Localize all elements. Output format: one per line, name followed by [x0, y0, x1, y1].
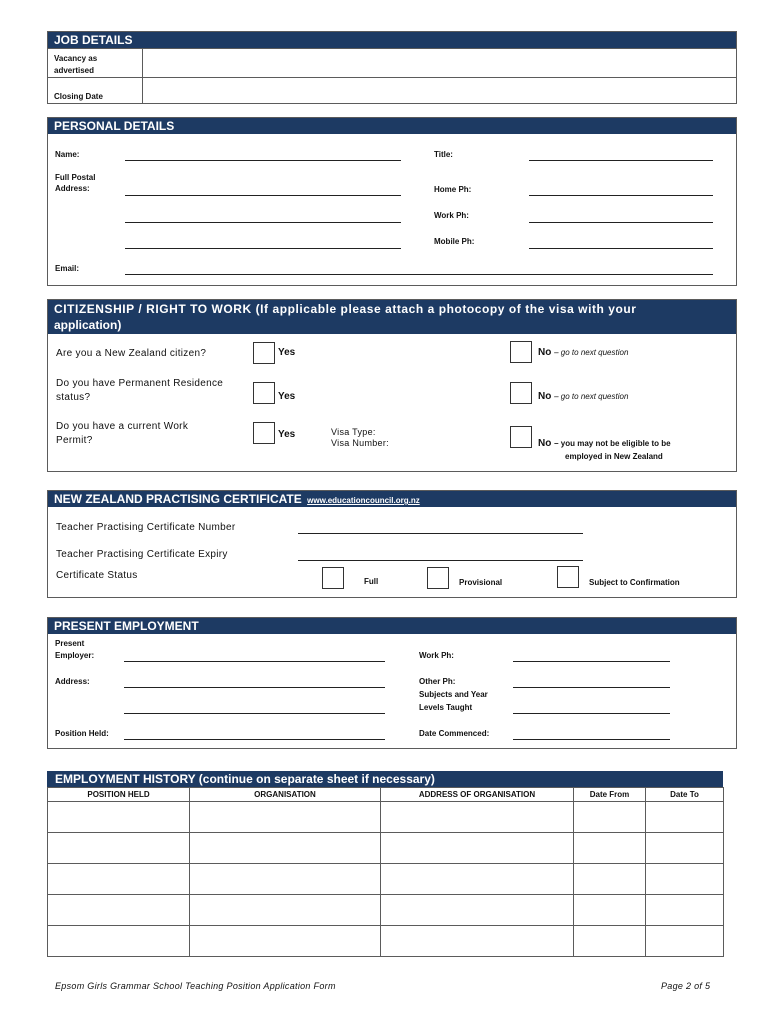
personal-details-section	[47, 117, 737, 286]
table-cell[interactable]	[574, 802, 646, 833]
vacancy-label: Vacancy as	[54, 54, 98, 63]
address-field-1[interactable]	[124, 687, 385, 688]
table-cell[interactable]	[381, 802, 574, 833]
position-held-field[interactable]	[124, 739, 385, 740]
work-ph-field[interactable]	[513, 661, 670, 662]
column-header: ADDRESS OF ORGANISATION	[381, 788, 574, 802]
employment-history-title: EMPLOYMENT HISTORY (continue on separate sheet if necessary)	[55, 772, 435, 786]
email-label: Email:	[55, 264, 80, 273]
citizenship-header	[48, 300, 736, 334]
mobile-ph-label: Mobile Ph:	[434, 237, 475, 246]
visa-number-label: Visa Number:	[331, 438, 389, 448]
no-text: No	[538, 391, 552, 402]
no-label	[538, 391, 628, 402]
table-cell[interactable]	[190, 895, 381, 926]
address-label-2: Address:	[55, 184, 90, 193]
table-cell[interactable]	[48, 802, 190, 833]
certificate-number-label: Teacher Practising Certificate Number	[56, 522, 236, 533]
full-label: Full	[364, 577, 379, 586]
table-cell[interactable]	[48, 864, 190, 895]
table-cell[interactable]	[381, 926, 574, 957]
certificate-header	[48, 491, 736, 507]
column-header: ORGANISATION	[190, 788, 381, 802]
job-details-section	[47, 31, 737, 104]
table-cell[interactable]	[381, 833, 574, 864]
work-permit-question-2: Permit?	[56, 435, 93, 446]
table-row	[48, 895, 724, 926]
address-field-1[interactable]	[125, 195, 401, 196]
date-commenced-field[interactable]	[513, 739, 670, 740]
nz-citizen-no-checkbox[interactable]	[510, 341, 532, 363]
date-commenced-label: Date Commenced:	[419, 729, 490, 738]
table-cell[interactable]	[646, 833, 724, 864]
visa-type-label: Visa Type:	[331, 427, 376, 437]
go-next-note: – go to next question	[554, 348, 629, 357]
table-cell[interactable]	[190, 802, 381, 833]
provisional-label: Provisional	[459, 578, 503, 587]
table-cell[interactable]	[190, 864, 381, 895]
permanent-residence-question: Do you have Permanent Residence	[56, 378, 224, 389]
yes-label: Yes	[278, 429, 296, 440]
permanent-residence-question-2: status?	[56, 392, 91, 403]
certificate-section	[47, 490, 737, 598]
citizenship-title: CITIZENSHIP / RIGHT TO WORK (If applicable please attach a photocopy of the visa with your	[54, 302, 637, 316]
employment-history-table	[47, 787, 724, 957]
not-eligible-note-2: employed in New Zealand	[565, 452, 663, 461]
table-cell[interactable]	[190, 833, 381, 864]
certificate-status-label: Certificate Status	[56, 570, 138, 581]
title-field[interactable]	[529, 160, 713, 161]
education-council-link[interactable]: www.educationcouncil.org.nz	[307, 496, 420, 505]
column-header: POSITION HELD	[48, 788, 190, 802]
column-header: Date From	[574, 788, 646, 802]
pr-yes-checkbox[interactable]	[253, 382, 275, 404]
table-cell[interactable]	[574, 833, 646, 864]
table-cell[interactable]	[381, 895, 574, 926]
no-text: No	[538, 438, 552, 449]
closing-date-label: Closing Date	[54, 92, 103, 101]
table-cell[interactable]	[574, 926, 646, 957]
work-permit-no-checkbox[interactable]	[510, 426, 532, 448]
no-text: No	[538, 347, 552, 358]
home-ph-label: Home Ph:	[434, 185, 472, 194]
not-eligible-note: – you may not be eligible to be	[554, 439, 671, 448]
table-cell[interactable]	[48, 926, 190, 957]
yes-label: Yes	[278, 347, 296, 358]
certificate-number-field[interactable]	[298, 533, 583, 534]
work-permit-question: Do you have a current Work	[56, 421, 189, 432]
job-details-header: JOB DETAILS	[48, 32, 736, 48]
other-ph-field[interactable]	[513, 687, 670, 688]
table-cell[interactable]	[190, 926, 381, 957]
home-ph-field[interactable]	[529, 195, 713, 196]
certificate-title: NEW ZEALAND PRACTISING CERTIFICATE	[54, 492, 302, 506]
no-label	[538, 347, 628, 358]
nz-citizen-yes-checkbox[interactable]	[253, 342, 275, 364]
subject-to-confirmation-label: Subject to Confirmation	[589, 578, 680, 587]
table-cell[interactable]	[646, 802, 724, 833]
work-ph-label: Work Ph:	[434, 211, 469, 220]
present-employment-section	[47, 617, 737, 749]
closing-date-field[interactable]	[144, 78, 736, 103]
address-field-3[interactable]	[125, 248, 401, 249]
go-next-note: – go to next question	[554, 392, 629, 401]
certificate-expiry-field[interactable]	[298, 560, 583, 561]
name-field[interactable]	[125, 160, 401, 161]
title-label: Title:	[434, 150, 453, 159]
citizenship-title-2: application)	[54, 318, 122, 332]
vacancy-field[interactable]	[144, 49, 736, 76]
work-ph-label: Work Ph:	[419, 651, 454, 660]
position-held-label: Position Held:	[55, 729, 109, 738]
address-field-2[interactable]	[125, 222, 401, 223]
footer-page-number: Page 2 of 5	[661, 981, 711, 991]
table-header-row	[48, 788, 724, 802]
full-checkbox[interactable]	[322, 567, 344, 589]
table-cell[interactable]	[646, 926, 724, 957]
address-label: Full Postal	[55, 173, 96, 182]
personal-details-header: PERSONAL DETAILS	[48, 118, 736, 134]
table-cell[interactable]	[381, 864, 574, 895]
employer-field[interactable]	[124, 661, 385, 662]
present-employer-label-2: Employer:	[55, 651, 95, 660]
name-label: Name:	[55, 150, 80, 159]
table-row	[48, 802, 724, 833]
divider	[142, 48, 143, 104]
work-ph-field[interactable]	[529, 222, 713, 223]
work-permit-yes-checkbox[interactable]	[253, 422, 275, 444]
pr-no-checkbox[interactable]	[510, 382, 532, 404]
provisional-checkbox[interactable]	[427, 567, 449, 589]
table-cell[interactable]	[574, 864, 646, 895]
subjects-label: Subjects and Year	[419, 690, 488, 699]
table-cell[interactable]	[48, 895, 190, 926]
column-header: Date To	[646, 788, 724, 802]
yes-label: Yes	[278, 391, 296, 402]
nz-citizen-question: Are you a New Zealand citizen?	[56, 348, 207, 359]
address-label: Address:	[55, 677, 90, 686]
present-employment-header: PRESENT EMPLOYMENT	[48, 618, 736, 634]
footer-form-title: Epsom Girls Grammar School Teaching Position Application Form	[55, 981, 336, 991]
email-field[interactable]	[125, 274, 713, 275]
table-cell[interactable]	[574, 895, 646, 926]
table-row	[48, 926, 724, 957]
address-field-2[interactable]	[124, 713, 385, 714]
table-row	[48, 833, 724, 864]
mobile-ph-field[interactable]	[529, 248, 713, 249]
table-cell[interactable]	[646, 864, 724, 895]
table-cell[interactable]	[646, 895, 724, 926]
certificate-expiry-label: Teacher Practising Certificate Expiry	[56, 549, 228, 560]
no-label	[538, 438, 671, 449]
other-ph-label: Other Ph:	[419, 677, 456, 686]
vacancy-label-2: advertised	[54, 66, 95, 75]
citizenship-section	[47, 299, 737, 472]
table-cell[interactable]	[48, 833, 190, 864]
subjects-field[interactable]	[513, 713, 670, 714]
present-employer-label: Present	[55, 639, 85, 648]
employment-history-header	[47, 771, 723, 787]
subjects-label-2: Levels Taught	[419, 703, 473, 712]
table-row	[48, 864, 724, 895]
subject-to-confirmation-checkbox[interactable]	[557, 566, 579, 588]
